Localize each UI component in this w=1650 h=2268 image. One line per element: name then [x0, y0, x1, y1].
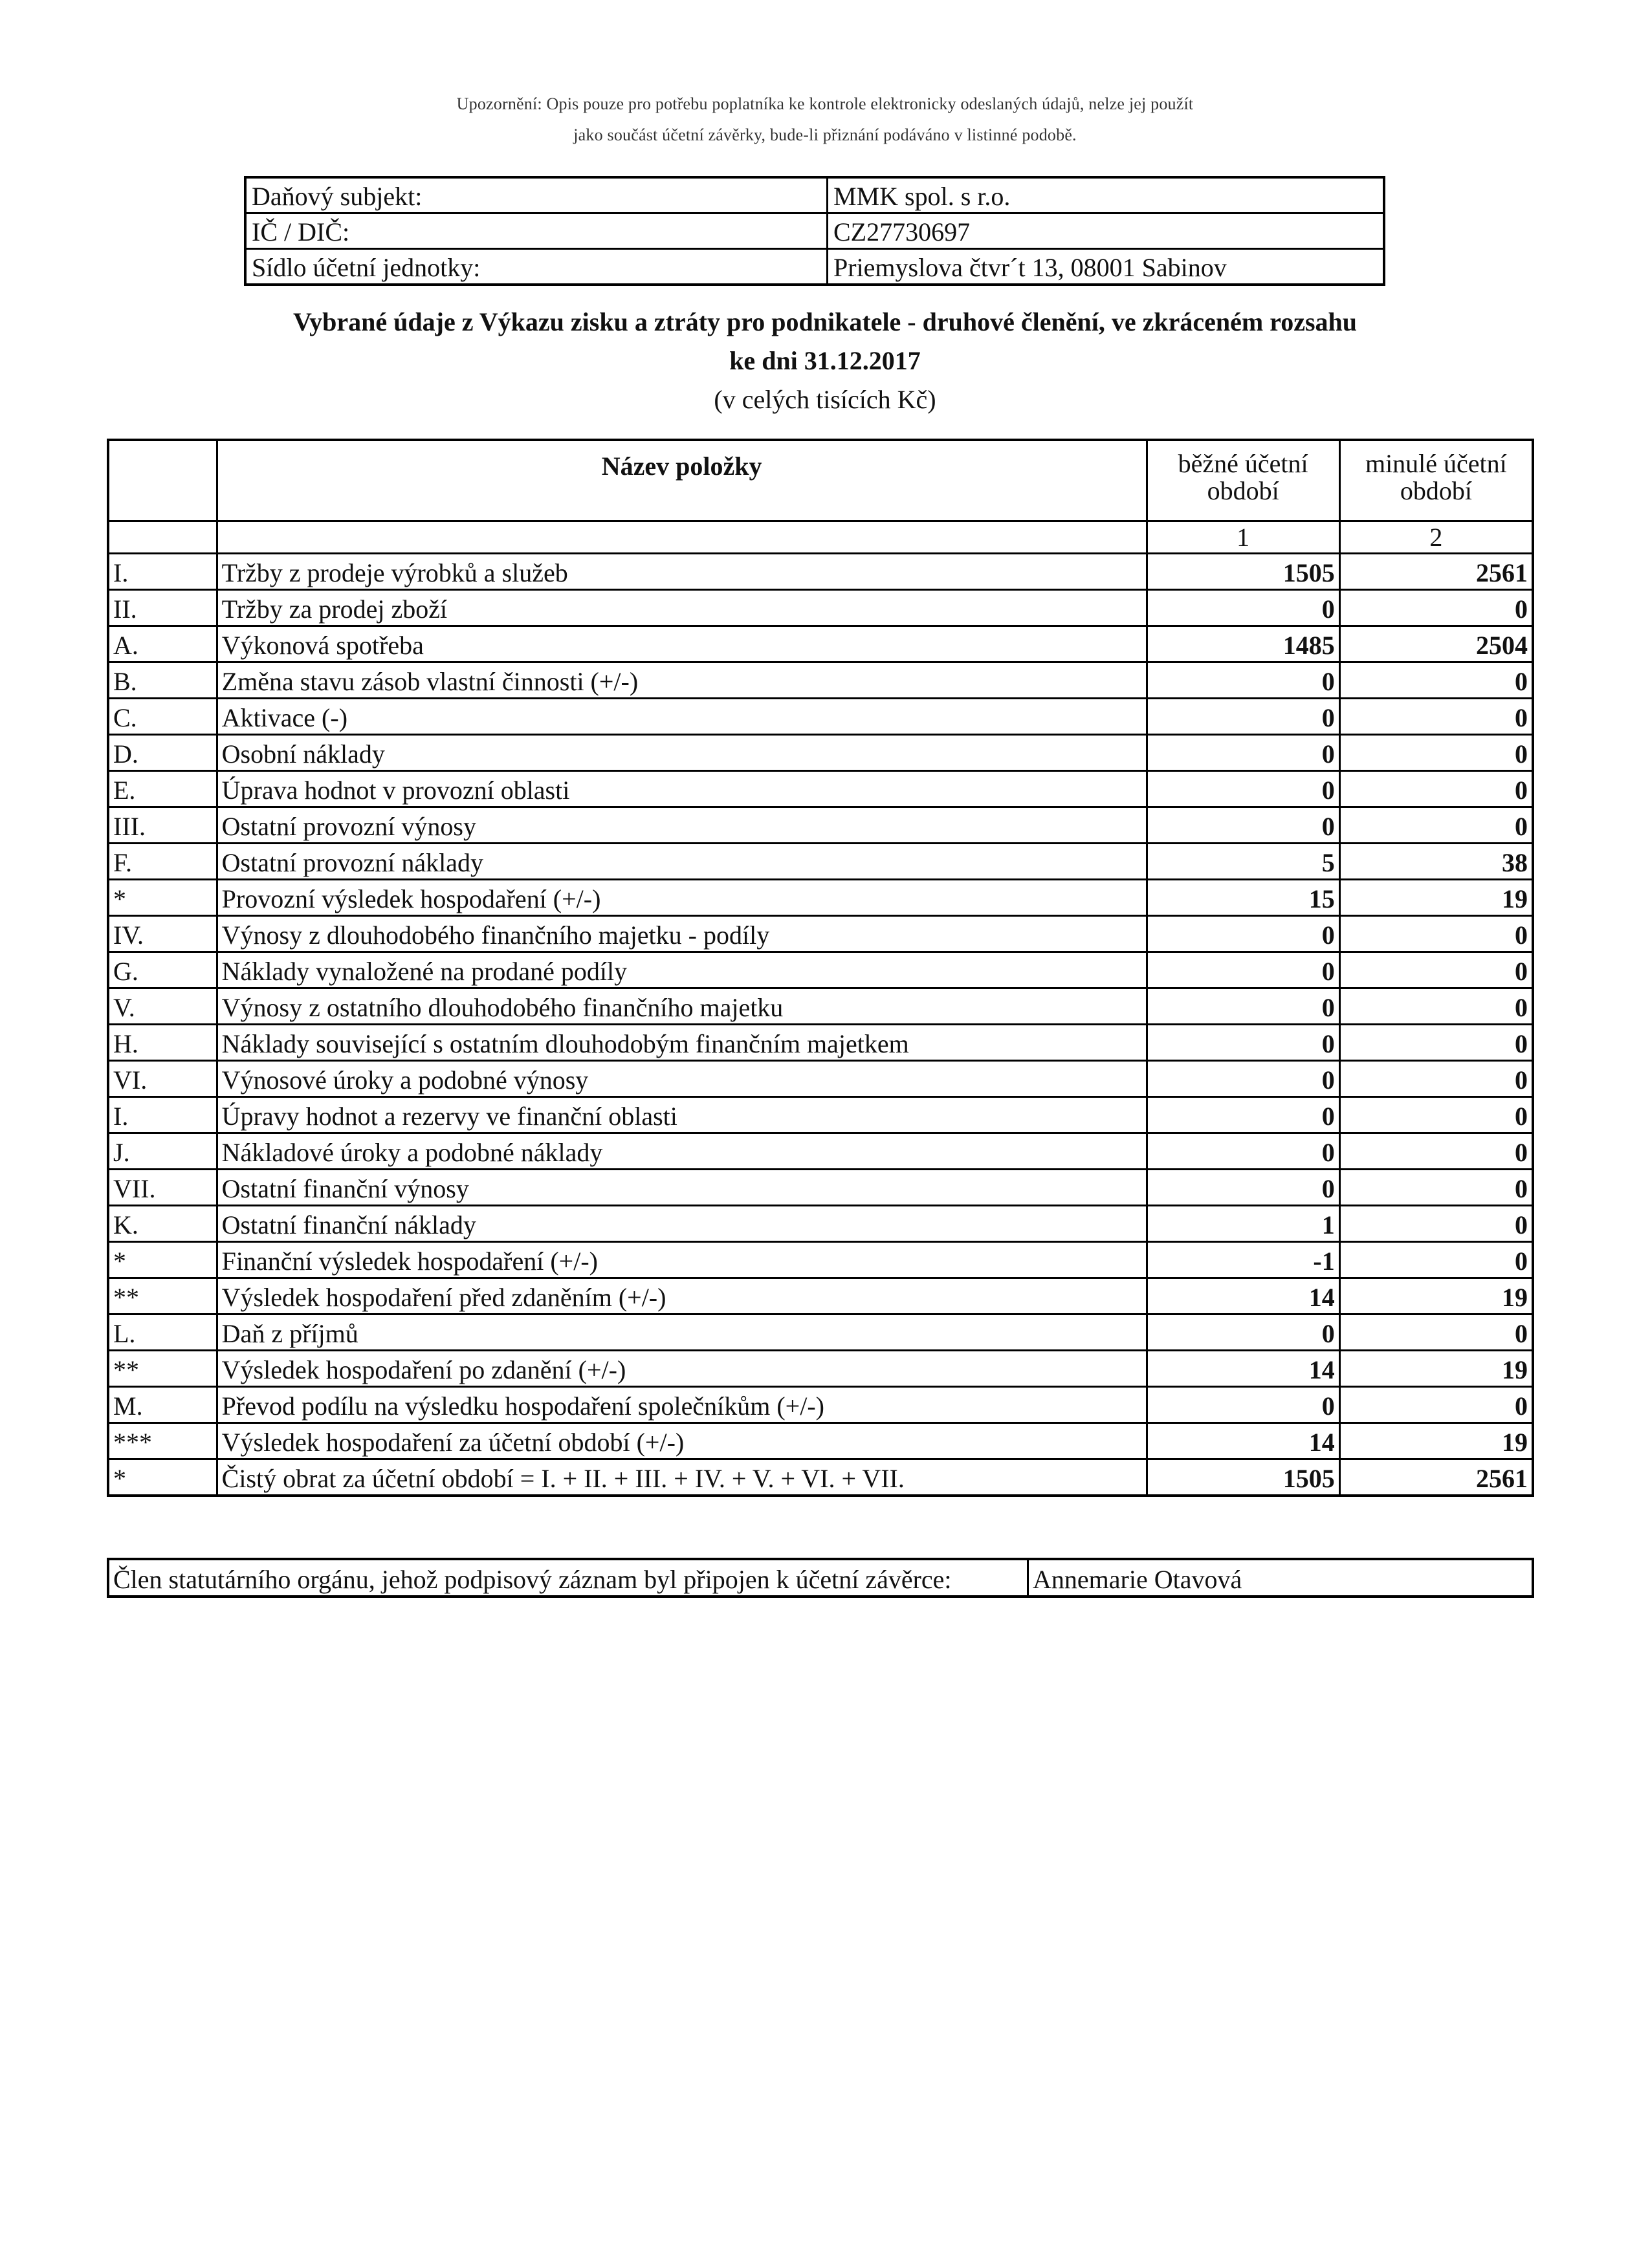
row-mark: I. — [108, 554, 217, 590]
row-mark: K. — [108, 1206, 217, 1242]
row-item-name: Osobní náklady — [217, 735, 1147, 771]
statutory-member-row — [108, 1559, 1533, 1597]
row-previous-value: 19 — [1339, 1278, 1533, 1314]
table-row — [108, 771, 1533, 807]
row-current-value: 1505 — [1147, 554, 1339, 590]
statutory-member-table — [107, 1558, 1534, 1598]
row-item-name: Ostatní finanční výnosy — [217, 1170, 1147, 1206]
row-current-value: 0 — [1147, 662, 1339, 699]
row-mark: E. — [108, 771, 217, 807]
subject-label: Daňový subjekt: — [245, 177, 828, 213]
table-row — [108, 952, 1533, 988]
row-previous-value: 19 — [1339, 1351, 1533, 1387]
income-statement-table — [107, 439, 1534, 1497]
table-row — [108, 1314, 1533, 1351]
row-current-value: 0 — [1147, 1133, 1339, 1170]
row-mark: G. — [108, 952, 217, 988]
row-current-value: 0 — [1147, 916, 1339, 952]
table-row — [108, 662, 1533, 699]
row-previous-value: 2561 — [1339, 1459, 1533, 1496]
column-number-row — [108, 521, 1533, 554]
row-current-value: 5 — [1147, 844, 1339, 880]
row-current-value: 0 — [1147, 1097, 1339, 1133]
row-current-value: 0 — [1147, 735, 1339, 771]
table-row — [108, 1242, 1533, 1278]
table-row — [108, 1387, 1533, 1423]
row-current-value: 0 — [1147, 1170, 1339, 1206]
row-item-name: Aktivace (-) — [217, 699, 1147, 735]
table-row — [108, 1097, 1533, 1133]
row-current-value: 0 — [1147, 807, 1339, 844]
row-mark: A. — [108, 626, 217, 662]
row-previous-value: 2504 — [1339, 626, 1533, 662]
row-mark: D. — [108, 735, 217, 771]
subject-value: CZ27730697 — [828, 213, 1385, 249]
subject-label: IČ / DIČ: — [245, 213, 828, 249]
table-row — [108, 1025, 1533, 1061]
table-row — [108, 916, 1533, 952]
row-previous-value: 0 — [1339, 807, 1533, 844]
row-current-value: 14 — [1147, 1423, 1339, 1459]
notice-line-2: jako součást účetní závěrky, bude-li přiznání podáváno v listinné podobě. — [573, 125, 1077, 144]
row-item-name: Náklady vynaložené na prodané podíly — [217, 952, 1147, 988]
statutory-member-label: Člen statutárního orgánu, jehož podpisový záznam byl připojen k účetní závěrce: — [108, 1559, 1028, 1597]
row-previous-value: 0 — [1339, 590, 1533, 626]
row-item-name: Výsledek hospodaření za účetní období (+/-) — [217, 1423, 1147, 1459]
header-mark-cell — [108, 440, 217, 521]
row-item-name: Provozní výsledek hospodaření (+/-) — [217, 880, 1147, 916]
row-mark: J. — [108, 1133, 217, 1170]
row-item-name: Tržby z prodeje výrobků a služeb — [217, 554, 1147, 590]
row-mark: VII. — [108, 1170, 217, 1206]
row-item-name: Převod podílu na výsledku hospodaření společníkům (+/-) — [217, 1387, 1147, 1423]
row-previous-value: 0 — [1339, 1025, 1533, 1061]
header-previous-period: minulé účetní období — [1339, 440, 1533, 521]
row-current-value: 14 — [1147, 1351, 1339, 1387]
subject-label: Sídlo účetní jednotky: — [245, 249, 828, 285]
row-mark: ** — [108, 1351, 217, 1387]
row-current-value: 1505 — [1147, 1459, 1339, 1496]
row-item-name: Daň z příjmů — [217, 1314, 1147, 1351]
row-previous-value: 0 — [1339, 916, 1533, 952]
table-row — [108, 988, 1533, 1025]
row-item-name: Úpravy hodnot a rezervy ve finanční oblasti — [217, 1097, 1147, 1133]
row-item-name: Čistý obrat za účetní období = I. + II. + III. + IV. + V. + VI. + VII. — [217, 1459, 1147, 1496]
row-previous-value: 19 — [1339, 1423, 1533, 1459]
row-mark: III. — [108, 807, 217, 844]
row-current-value: 0 — [1147, 771, 1339, 807]
row-current-value: 0 — [1147, 590, 1339, 626]
subject-row — [245, 177, 1384, 213]
table-row — [108, 1459, 1533, 1496]
row-item-name: Ostatní finanční náklady — [217, 1206, 1147, 1242]
row-previous-value: 0 — [1339, 1097, 1533, 1133]
report-units: (v celých tisících Kč) — [714, 385, 936, 414]
row-previous-value: 38 — [1339, 844, 1533, 880]
table-row — [108, 590, 1533, 626]
table-row — [108, 554, 1533, 590]
row-previous-value: 0 — [1339, 771, 1533, 807]
row-mark: L. — [108, 1314, 217, 1351]
row-previous-value: 0 — [1339, 952, 1533, 988]
row-previous-value: 0 — [1339, 1387, 1533, 1423]
row-mark: H. — [108, 1025, 217, 1061]
row-current-value: 14 — [1147, 1278, 1339, 1314]
table-row — [108, 1206, 1533, 1242]
table-row — [108, 1133, 1533, 1170]
table-header-row — [108, 440, 1533, 521]
row-item-name: Výnosové úroky a podobné výnosy — [217, 1061, 1147, 1097]
row-item-name: Náklady související s ostatním dlouhodobým finančním majetkem — [217, 1025, 1147, 1061]
column-number-current: 1 — [1147, 521, 1339, 554]
table-row — [108, 735, 1533, 771]
row-mark: B. — [108, 662, 217, 699]
row-item-name: Výkonová spotřeba — [217, 626, 1147, 662]
statutory-member-name: Annemarie Otavová — [1028, 1559, 1534, 1597]
table-row — [108, 844, 1533, 880]
subject-value: Priemyslova čtvr´t 13, 08001 Sabinov — [828, 249, 1385, 285]
row-mark: I. — [108, 1097, 217, 1133]
row-mark: M. — [108, 1387, 217, 1423]
row-previous-value: 0 — [1339, 1206, 1533, 1242]
row-current-value: 0 — [1147, 952, 1339, 988]
row-mark: F. — [108, 844, 217, 880]
row-mark: *** — [108, 1423, 217, 1459]
row-current-value: 0 — [1147, 1387, 1339, 1423]
row-previous-value: 0 — [1339, 662, 1533, 699]
table-row — [108, 1423, 1533, 1459]
table-row — [108, 1170, 1533, 1206]
row-item-name: Výsledek hospodaření před zdaněním (+/-) — [217, 1278, 1147, 1314]
column-number-empty — [108, 521, 217, 554]
header-current-period: běžné účetní období — [1147, 440, 1339, 521]
row-item-name: Tržby za prodej zboží — [217, 590, 1147, 626]
row-mark: * — [108, 880, 217, 916]
table-row — [108, 1278, 1533, 1314]
row-mark: * — [108, 1459, 217, 1496]
column-number-previous: 2 — [1339, 521, 1533, 554]
report-title: Vybrané údaje z Výkazu zisku a ztráty pro podnikatele - druhové členění, ve zkráceném rozsahu — [292, 307, 1358, 336]
header-item-name: Název položky — [217, 440, 1147, 521]
subject-row — [245, 249, 1384, 285]
row-item-name: Výnosy z ostatního dlouhodobého finančního majetku — [217, 988, 1147, 1025]
table-row — [108, 1061, 1533, 1097]
row-mark: * — [108, 1242, 217, 1278]
row-current-value: 0 — [1147, 699, 1339, 735]
row-previous-value: 0 — [1339, 988, 1533, 1025]
row-current-value: -1 — [1147, 1242, 1339, 1278]
row-previous-value: 19 — [1339, 880, 1533, 916]
row-current-value: 0 — [1147, 1025, 1339, 1061]
table-row — [108, 1351, 1533, 1387]
row-current-value: 0 — [1147, 1314, 1339, 1351]
row-current-value: 15 — [1147, 880, 1339, 916]
row-mark: ** — [108, 1278, 217, 1314]
table-row — [108, 699, 1533, 735]
row-previous-value: 2561 — [1339, 554, 1533, 590]
row-item-name: Výsledek hospodaření po zdanění (+/-) — [217, 1351, 1147, 1387]
notice-line-1: Upozornění: Opis pouze pro potřebu poplatníka ke kontrole elektronicky odeslaných údajů, nelze jej použít — [456, 94, 1194, 113]
row-mark: C. — [108, 699, 217, 735]
row-item-name: Ostatní provozní náklady — [217, 844, 1147, 880]
row-current-value: 0 — [1147, 988, 1339, 1025]
row-previous-value: 0 — [1339, 735, 1533, 771]
row-previous-value: 0 — [1339, 1133, 1533, 1170]
column-number-empty — [217, 521, 1147, 554]
table-row — [108, 807, 1533, 844]
row-item-name: Ostatní provozní výnosy — [217, 807, 1147, 844]
row-mark: V. — [108, 988, 217, 1025]
row-item-name: Nákladové úroky a podobné náklady — [217, 1133, 1147, 1170]
row-previous-value: 0 — [1339, 1170, 1533, 1206]
row-previous-value: 0 — [1339, 1314, 1533, 1351]
row-item-name: Finanční výsledek hospodaření (+/-) — [217, 1242, 1147, 1278]
row-previous-value: 0 — [1339, 1061, 1533, 1097]
subject-table — [244, 176, 1385, 286]
table-row — [108, 880, 1533, 916]
row-item-name: Úprava hodnot v provozní oblasti — [217, 771, 1147, 807]
row-previous-value: 0 — [1339, 699, 1533, 735]
row-current-value: 1485 — [1147, 626, 1339, 662]
subject-value: MMK spol. s r.o. — [828, 177, 1385, 213]
row-previous-value: 0 — [1339, 1242, 1533, 1278]
row-item-name: Výnosy z dlouhodobého finančního majetku - podíly — [217, 916, 1147, 952]
row-current-value: 1 — [1147, 1206, 1339, 1242]
row-item-name: Změna stavu zásob vlastní činnosti (+/-) — [217, 662, 1147, 699]
row-mark: IV. — [108, 916, 217, 952]
report-date: ke dni 31.12.2017 — [729, 346, 921, 375]
row-mark: VI. — [108, 1061, 217, 1097]
row-current-value: 0 — [1147, 1061, 1339, 1097]
row-mark: II. — [108, 590, 217, 626]
table-row — [108, 626, 1533, 662]
subject-row — [245, 213, 1384, 249]
